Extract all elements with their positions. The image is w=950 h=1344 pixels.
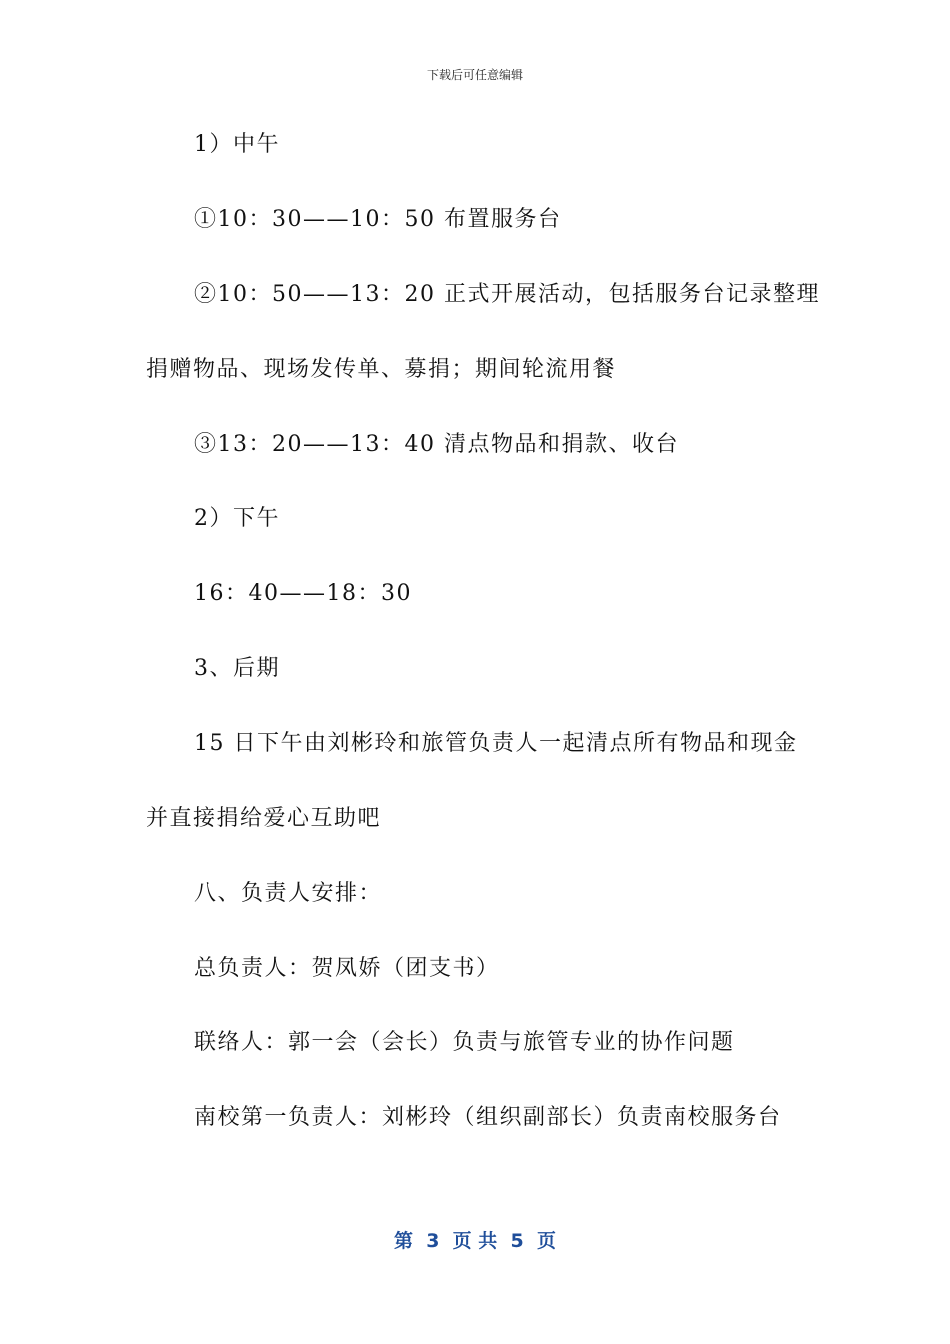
section-noon-heading: 1）中午: [194, 132, 280, 157]
responsible-liaison: 联络人：郭一会（会长）负责与旅管专业的协作问题: [194, 1030, 735, 1055]
later-paragraph: 15 日下午由刘彬玲和旅管负责人一起清点所有物品和现金: [194, 731, 798, 756]
later-paragraph-continued: 并直接捐给爱心互助吧: [146, 806, 382, 831]
section-afternoon-heading: 2）下午: [194, 506, 280, 531]
schedule-item-activity-continued: 捐赠物品、现场发传单、募捐；期间轮流用餐: [146, 357, 617, 382]
schedule-item-setup: ①10：30——10：50 布置服务台: [194, 207, 562, 232]
page-number-footer: 第 3 页 共 5 页: [394, 1230, 556, 1252]
responsible-south-campus: 南校第一负责人：刘彬玲（组织副部长）负责南校服务台: [194, 1105, 782, 1130]
page-header-note: 下载后可任意编辑: [426, 68, 523, 82]
schedule-item-activity: ②10：50——13：20 正式开展活动，包括服务台记录整理: [194, 282, 820, 307]
section-later-heading: 3、后期: [194, 656, 280, 681]
schedule-item-afternoon-time: 16：40——18：30: [194, 581, 412, 606]
schedule-item-cleanup: ③13：20——13：40 清点物品和捐款、收台: [194, 432, 679, 457]
section-responsible-heading: 八、负责人安排：: [194, 881, 383, 906]
responsible-general: 总负责人：贺凤娇（团支书）: [194, 956, 500, 981]
